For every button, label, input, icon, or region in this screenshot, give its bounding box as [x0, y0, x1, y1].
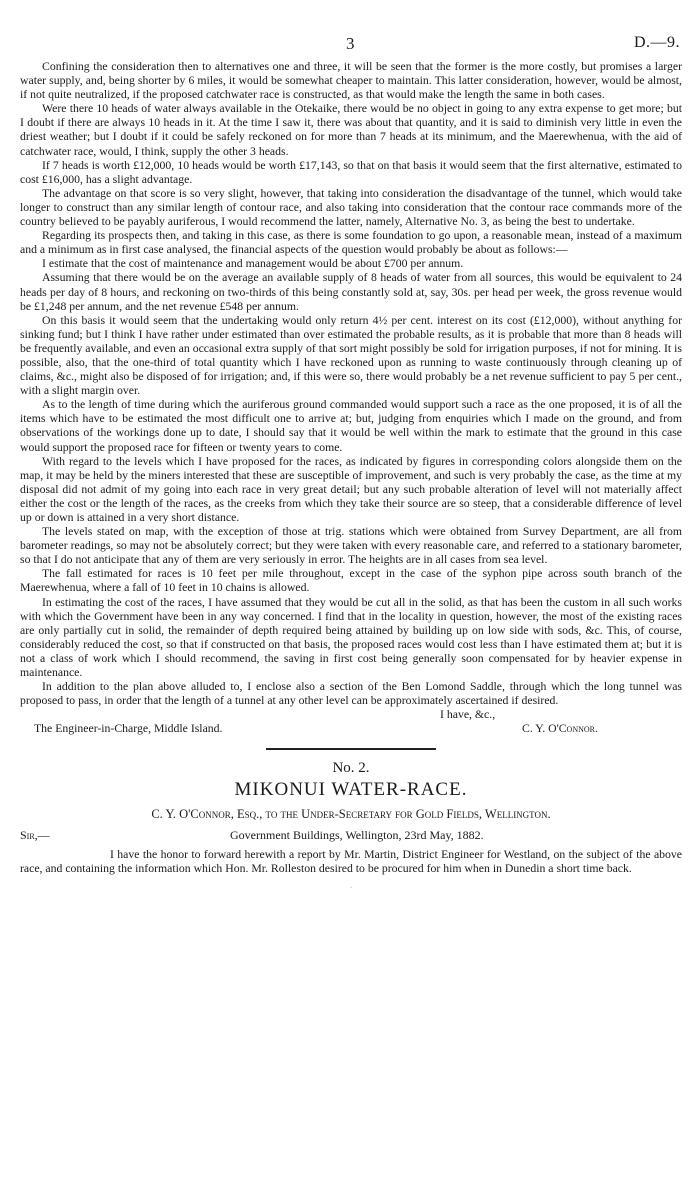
paragraph: The advantage on that score is so very slight, however, that taking into consideration the disadvantage of the tunnel, which would take longer to construct than any similar length of contour race, and also taking into consideration that the contour race commands more of the country believed to be payably auriferous, I would recommend the latter, namely, Alternative No. 3, as being the best to undertake.: [20, 186, 682, 229]
paragraph: I estimate that the cost of maintenance and management would be about £700 per annum.: [42, 257, 464, 271]
closing-line: I have, &c.,: [440, 708, 496, 722]
letter-body: [20, 848, 682, 876]
paragraph: The levels stated on map, with the exception of those at trig. stations which were obtained from Survey Department, are all from barometer readings, so may not be absolutely correct; but they were taken with every reasonable care, and referred to a stationary barometer, so that I do not anticipate that any of them are very seriously in error. The heights are in all cases from sea level.: [20, 525, 682, 567]
salutation: Sir,—: [20, 828, 50, 843]
sender-address: Government Buildings, Wellington, 23rd May, 1882.: [230, 828, 484, 843]
page-number: 3: [346, 34, 355, 53]
paragraph: In addition to the plan above alluded to, I enclose also a section of the Ben Lomond Saddle, through which the long tunnel was proposed to pass, in order that the length of a tunnel at any other level can be approximately ascertained if desired.: [20, 680, 682, 708]
paragraph: I have the honor to forward herewith a report by Mr. Martin, District Engineer for Westland, on the subject of the above race, and containing the information which Hon. Mr. Rolleston desired to be procured for him when in Dunedin a short time back.: [20, 848, 682, 876]
signature: C. Y. O'Connor.: [522, 722, 598, 736]
addressee: The Engineer-in-Charge, Middle Island.: [34, 722, 223, 736]
page-reference: D.—9.: [633, 34, 680, 51]
section-divider: [266, 748, 436, 750]
page-header: [20, 34, 682, 60]
document-title: MIKONUI WATER-RACE.: [234, 779, 468, 801]
paragraph: With regard to the levels which I have proposed for the races, as indicated by figures in corresponding colors alongside them on the map, it may be held by the miners interested that these are susceptible of improvement, and such is very probably the case, as the time at my disposal did not admit of my going into each race in very great detail; but any such probable alteration of level will not materially affect either the cost or the length of the races, as the creeks from which they take their source are so steep, that a considerable difference of level up or down is attained in a very short distance.: [20, 454, 682, 524]
paragraph: The fall estimated for races is 10 feet per mile throughout, except in the case of the syphon pipe across south branch of the Maerewhenua, where a fall of 10 feet in 10 chains is allowed.: [20, 567, 682, 595]
paragraph: As to the length of time during which the auriferous ground commanded would support such a race as the one proposed, it is of all the items which have to be estimated the most difficult one to arrive at; but, judging from enquiries which I made on the ground, and from observations of the workings done up to date, I should say that it would be well within the mark to estimate that the ground in this case would support the proposed race for fifteen or twenty years to come.: [20, 398, 682, 454]
paragraph: On this basis it would seem that the undertaking would only return 4½ per cent. interest on its cost (£12,000), without anything for sinking fund; but I think I have rather under estimated than over estimated the probable results, as it is probable that more than 8 heads will be frequently available, and even an occasional extra supply of that sort might possibly be sold for irrigation purposes, if not for mining. It is possible, also, that the one-third of total quantity which I have reckoned upon as running to waste continuously through cleaning up of claims, &c., might also be disposed of for irrigation; and, if this were so, there would probably be a net revenue sufficient to pay 5 per cent., with a slight margin over.: [20, 313, 682, 398]
document-number: No. 2.: [332, 760, 370, 777]
correspondence-heading: C. Y. O'Connor, Esq., to the Under-Secretary for Gold Fields, Wellington.: [151, 807, 551, 822]
paragraph: Were there 10 heads of water always available in the Otekaike, there would be no object in going to any extra expense to get more; but I doubt if there are always 10 heads in it. At the time I saw it, there was about that quantity, and it is said to diminish very little in even the driest weather; but I doubt if it could be safely reckoned on for more than 7 heads at its minimum, and the Maerewhenua, with the aid of catchwater race, would, I think, supply the other 3 heads.: [20, 102, 682, 158]
paragraph: Confining the consideration then to alternatives one and three, it will be seen that the former is the more costly, but promises a larger water supply, and, being shorter by 6 miles, it would be somewhat cheaper to maintain. This latter consideration, however, would be almost, if not quite neutralized, if the proposed catchwater race is constructed, as that would make the length the same in both cases.: [20, 60, 682, 102]
page-mark: ·: [349, 882, 353, 894]
paragraph: If 7 heads is worth £12,000, 10 heads would be worth £17,143, so that on that basis it would seem that the first alternative, estimated to cost £16,000, has a slight advantage.: [20, 158, 682, 186]
signoff-block: [20, 708, 682, 738]
paragraph: Assuming that there would be on the average an available supply of 8 heads of water from all sources, this would be equivalent to 24 heads per day of 8 hours, and reckoning on two-thirds of this being constantly sold at, say, 30s. per head per week, the gross revenue would be £1,248 per annum, and the net revenue £548 per annum.: [20, 271, 682, 313]
report-body: [20, 60, 682, 708]
paragraph: In estimating the cost of the races, I have assumed that they would be cut all in the solid, as that has been the custom in all such works with which the Government have been in any way concerned. I find that in the locality in question, however, the most of the existing races are only partially cut in solid, the remainder of depth required being attained by building up on low side with sods, &c. This, of course, considerably reduced the cost, so that if constructed on that basis, the proposed races would cost less than I have estimated them at; but it is not a class of work which I should recommend, the saving in first cost being generally soon compensated for by heavier expense in maintenance.: [20, 595, 682, 680]
paragraph: Regarding its prospects then, and taking in this case, as there is some foundation to go upon, a reasonable mean, instead of a maximum and a minimum as in first case analysed, the financial aspects of the question would probably be about as follows:—: [20, 229, 682, 257]
address-line: [20, 828, 682, 844]
